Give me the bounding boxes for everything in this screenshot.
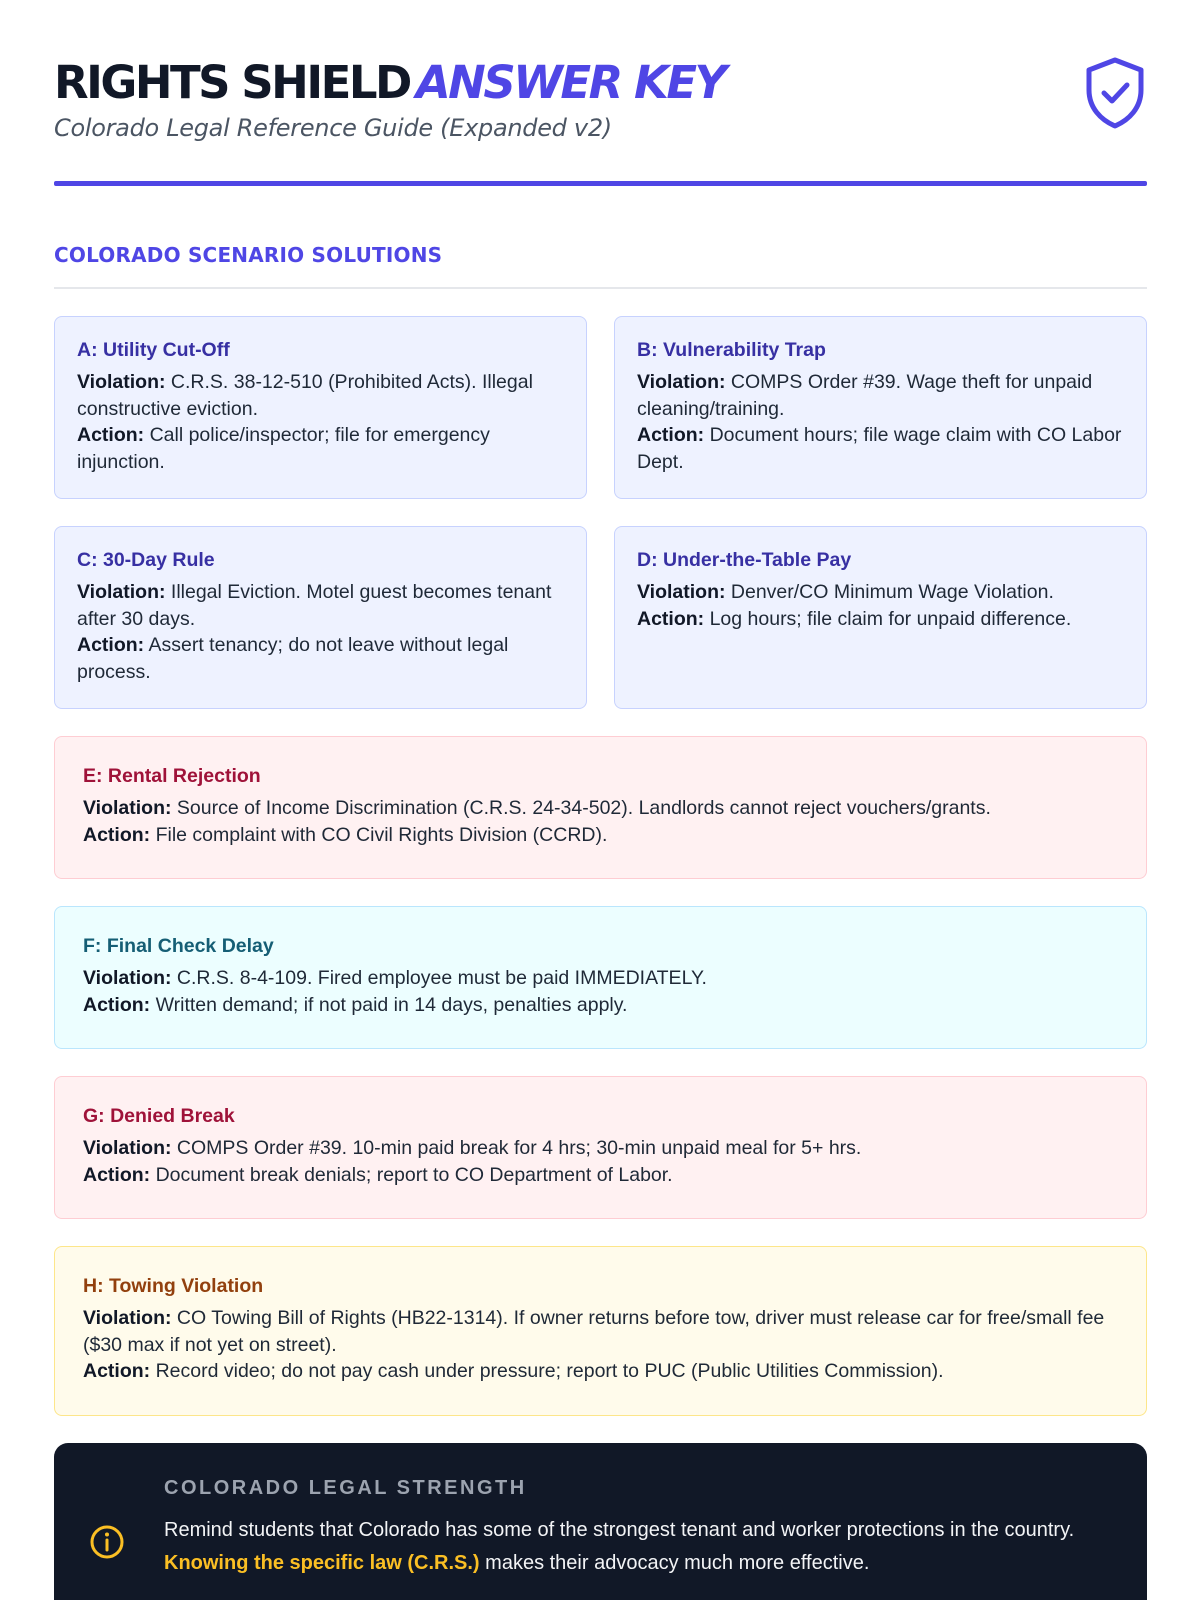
violation-label: Violation: xyxy=(83,967,172,989)
scenario-title: A: Utility Cut-Off xyxy=(77,339,230,361)
scenario-violation xyxy=(83,1305,1122,1358)
info-icon xyxy=(89,1524,125,1560)
scenario-title: C: 30-Day Rule xyxy=(77,549,215,571)
scenario-action xyxy=(77,422,566,475)
action-label: Action: xyxy=(83,823,151,846)
violation-label: Violation: xyxy=(83,1137,172,1159)
scenario-card-h xyxy=(54,1246,1147,1416)
scenario-violation xyxy=(77,369,566,422)
violation-text: Illegal Eviction. Motel guest becomes tenant after 30 days. xyxy=(77,581,552,630)
violation-label: Violation: xyxy=(77,371,166,393)
violation-label: Violation: xyxy=(77,581,166,603)
violation-text: COMPS Order #39. 10-min paid break for 4 hrs; 30-min unpaid meal for 5+ hrs. xyxy=(176,1137,862,1159)
scenario-card-g xyxy=(54,1076,1147,1219)
violation-label: Violation: xyxy=(83,1307,172,1329)
scenario-violation xyxy=(83,965,1122,992)
scenario-action xyxy=(637,422,1126,475)
action-label: Action: xyxy=(637,424,705,446)
scenario-card-b xyxy=(614,316,1147,499)
page-subtitle: Colorado Legal Reference Guide (Expanded v2) xyxy=(54,114,612,142)
violation-text: Denver/CO Minimum Wage Violation. xyxy=(730,581,1054,603)
action-label: Action: xyxy=(77,634,145,656)
scenario-violation xyxy=(77,579,566,632)
scenario-title: D: Under-the-Table Pay xyxy=(637,549,852,571)
violation-text: COMPS Order #39. Wage theft for unpaid cleaning/training. xyxy=(637,371,1093,420)
action-label: Action: xyxy=(83,993,151,1016)
violation-text: Source of Income Discrimination (C.R.S. 24-34-502). Landlords cannot reject vouchers/grants. xyxy=(176,797,991,819)
violation-label: Violation: xyxy=(83,797,172,819)
action-text: Call police/inspector; file for emergency injunction. xyxy=(77,424,490,473)
action-label: Action: xyxy=(83,1163,151,1186)
violation-label: Violation: xyxy=(637,371,726,393)
scenario-card-e xyxy=(54,736,1147,879)
header xyxy=(54,56,1147,186)
scenario-card-c xyxy=(54,526,587,709)
scenario-violation xyxy=(637,579,1126,606)
section-divider xyxy=(54,287,1147,289)
violation-label: Violation: xyxy=(637,581,726,603)
action-text: File complaint with CO Civil Rights Division (CCRD). xyxy=(155,823,608,846)
scenario-title: B: Vulnerability Trap xyxy=(637,339,826,361)
scenario-action xyxy=(637,606,1126,633)
violation-text: CO Towing Bill of Rights (HB22-1314). If owner returns before tow, driver must release car for free/small fee ($30 max if not yet on street). xyxy=(83,1307,1105,1356)
action-label: Action: xyxy=(637,607,705,630)
scenario-violation xyxy=(83,1135,1122,1162)
scenario-action xyxy=(77,632,566,685)
shield-check-icon xyxy=(1083,56,1147,130)
violation-text: C.R.S. 38-12-510 (Prohibited Acts). Illegal constructive eviction. xyxy=(77,371,533,420)
scenario-violation xyxy=(637,369,1126,422)
legal-strength-callout xyxy=(54,1443,1147,1600)
scenario-action xyxy=(83,992,1122,1019)
action-text: Document hours; file wage claim with CO Labor Dept. xyxy=(637,424,1122,473)
scenario-title: H: Towing Violation xyxy=(83,1275,264,1297)
scenario-title: F: Final Check Delay xyxy=(83,935,274,957)
scenario-violation xyxy=(83,795,1122,822)
callout-title: COLORADO LEGAL STRENGTH xyxy=(164,1477,527,1499)
action-text: Assert tenancy; do not leave without legal process. xyxy=(77,634,509,683)
callout-highlight: Knowing the specific law (C.R.S.) xyxy=(164,1552,480,1574)
action-label: Action: xyxy=(77,424,145,446)
scenario-action xyxy=(83,1358,1122,1385)
action-text: Log hours; file claim for unpaid difference. xyxy=(709,607,1072,630)
header-divider xyxy=(54,181,1147,186)
scenario-title: G: Denied Break xyxy=(83,1105,235,1127)
scenario-card-f xyxy=(54,906,1147,1049)
action-label: Action: xyxy=(83,1360,151,1382)
action-text: Document break denials; report to CO Department of Labor. xyxy=(155,1163,673,1186)
action-text: Record video; do not pay cash under pressure; report to PUC (Public Utilities Commission). xyxy=(155,1360,944,1382)
scenario-title: E: Rental Rejection xyxy=(83,765,261,787)
callout-body xyxy=(164,1514,1094,1580)
scenario-action xyxy=(83,822,1122,849)
scenario-card-a xyxy=(54,316,587,499)
page-title-accent: ANSWER KEY xyxy=(415,56,725,109)
section-title: COLORADO SCENARIO SOLUTIONS xyxy=(54,243,443,267)
action-text: Written demand; if not paid in 14 days, penalties apply. xyxy=(155,993,628,1016)
page-title-main: RIGHTS SHIELD xyxy=(54,56,410,109)
page-title xyxy=(54,56,1147,110)
scenario-card-d xyxy=(614,526,1147,709)
violation-text: C.R.S. 8-4-109. Fired employee must be paid IMMEDIATELY. xyxy=(176,967,707,989)
scenario-action xyxy=(83,1162,1122,1189)
callout-body-before: Remind students that Colorado has some of the strongest tenant and worker protections in the country. xyxy=(164,1519,1075,1541)
callout-body-after: makes their advocacy much more effective. xyxy=(485,1552,870,1574)
